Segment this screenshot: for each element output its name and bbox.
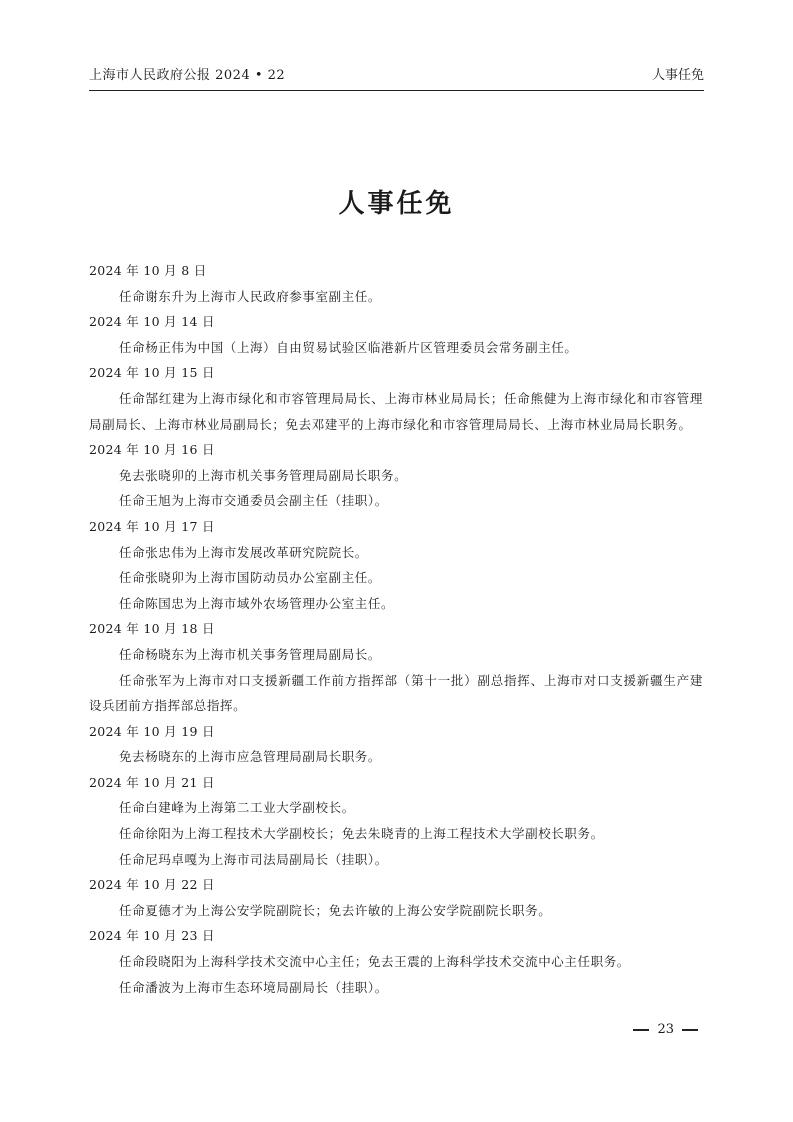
section-date: 2024 年 10 月 14 日 [89,314,215,330]
header-publication: 上海市人民政府公报 2024 • 22 [89,68,286,83]
appointment-entry: 任命张晓卯为上海市国防动员办公室副主任。 [119,570,382,586]
appointment-entry: 任命白建峰为上海第二工业大学副校长。 [119,800,355,816]
running-header [89,66,704,91]
section-2024-10-15 [89,360,703,437]
appointment-entry: 任命徐阳为上海工程技术大学副校长；免去朱晓青的上海工程技术大学副校长职务。 [119,826,604,842]
page-title: 人事任免 [338,189,455,219]
section-date: 2024 年 10 月 21 日 [89,774,215,790]
dash-right [682,1029,698,1031]
section-2024-10-22 [89,872,703,923]
appointment-entry: 任命夏德才为上海公安学院副院长；免去许敏的上海公安学院副院长职务。 [119,902,552,918]
section-date: 2024 年 10 月 18 日 [89,621,215,637]
section-date: 2024 年 10 月 22 日 [89,877,215,893]
section-2024-10-23 [89,923,703,1000]
appointment-entry: 任命张忠伟为上海市发展改革研究院院长。 [119,544,368,560]
section-date: 2024 年 10 月 15 日 [89,365,215,381]
appointment-entry: 免去张晓卯的上海市机关事务管理局副局长职务。 [119,467,408,483]
section-2024-10-17 [89,514,703,616]
appointments-list [89,258,703,1000]
section-date: 2024 年 10 月 16 日 [89,442,215,458]
section-date: 2024 年 10 月 17 日 [89,518,215,534]
page-number [633,1020,698,1040]
appointment-entry: 任命杨正伟为中国（上海）自由贸易试验区临港新片区管理委员会常务副主任。 [119,339,578,355]
section-2024-10-08 [89,258,703,309]
section-2024-10-19 [89,719,703,770]
section-2024-10-16 [89,437,703,514]
section-2024-10-14 [89,309,703,360]
section-2024-10-21 [89,770,703,872]
appointment-entry: 免去杨晓东的上海市应急管理局副局长职务。 [119,749,382,765]
appointment-entry: 任命尼玛卓嘎为上海市司法局副局长（挂职）。 [119,851,388,867]
dash-left [633,1029,649,1031]
section-date: 2024 年 10 月 8 日 [89,263,207,278]
appointment-entry: 任命段晓阳为上海科学技术交流中心主任；免去王震的上海科学技术交流中心主任职务。 [119,954,630,970]
appointment-entry: 任命陈国忠为上海市域外农场管理办公室主任。 [119,595,395,611]
section-date: 2024 年 10 月 19 日 [89,723,215,739]
appointment-entry: 任命郜红建为上海市绿化和市容管理局局长、上海市林业局局长；任命熊健为上海市绿化和市容管理局副局长、上海市林业局副局长；免去邓建平的上海市绿化和市容管理局局长、上海市林业局局长职务。 [89,390,703,432]
appointment-entry: 任命张军为上海市对口支援新疆工作前方指挥部（第十一批）副总指挥、上海市对口支援新疆生产建设兵团前方指挥部总指挥。 [89,672,703,714]
section-date: 2024 年 10 月 23 日 [89,928,215,944]
section-2024-10-18 [89,616,703,718]
appointment-entry: 任命王旭为上海市交通委员会副主任（挂职）。 [119,493,388,509]
appointment-entry: 任命杨晓东为上海市机关事务管理局副局长。 [119,646,382,662]
appointment-entry: 任命潘波为上海市生态环境局副局长（挂职）。 [119,979,388,995]
page-number-text: 23 [657,1022,674,1037]
header-section: 人事任免 [651,68,704,83]
appointment-entry: 任命谢东升为上海市人民政府参事室副主任。 [119,288,382,304]
